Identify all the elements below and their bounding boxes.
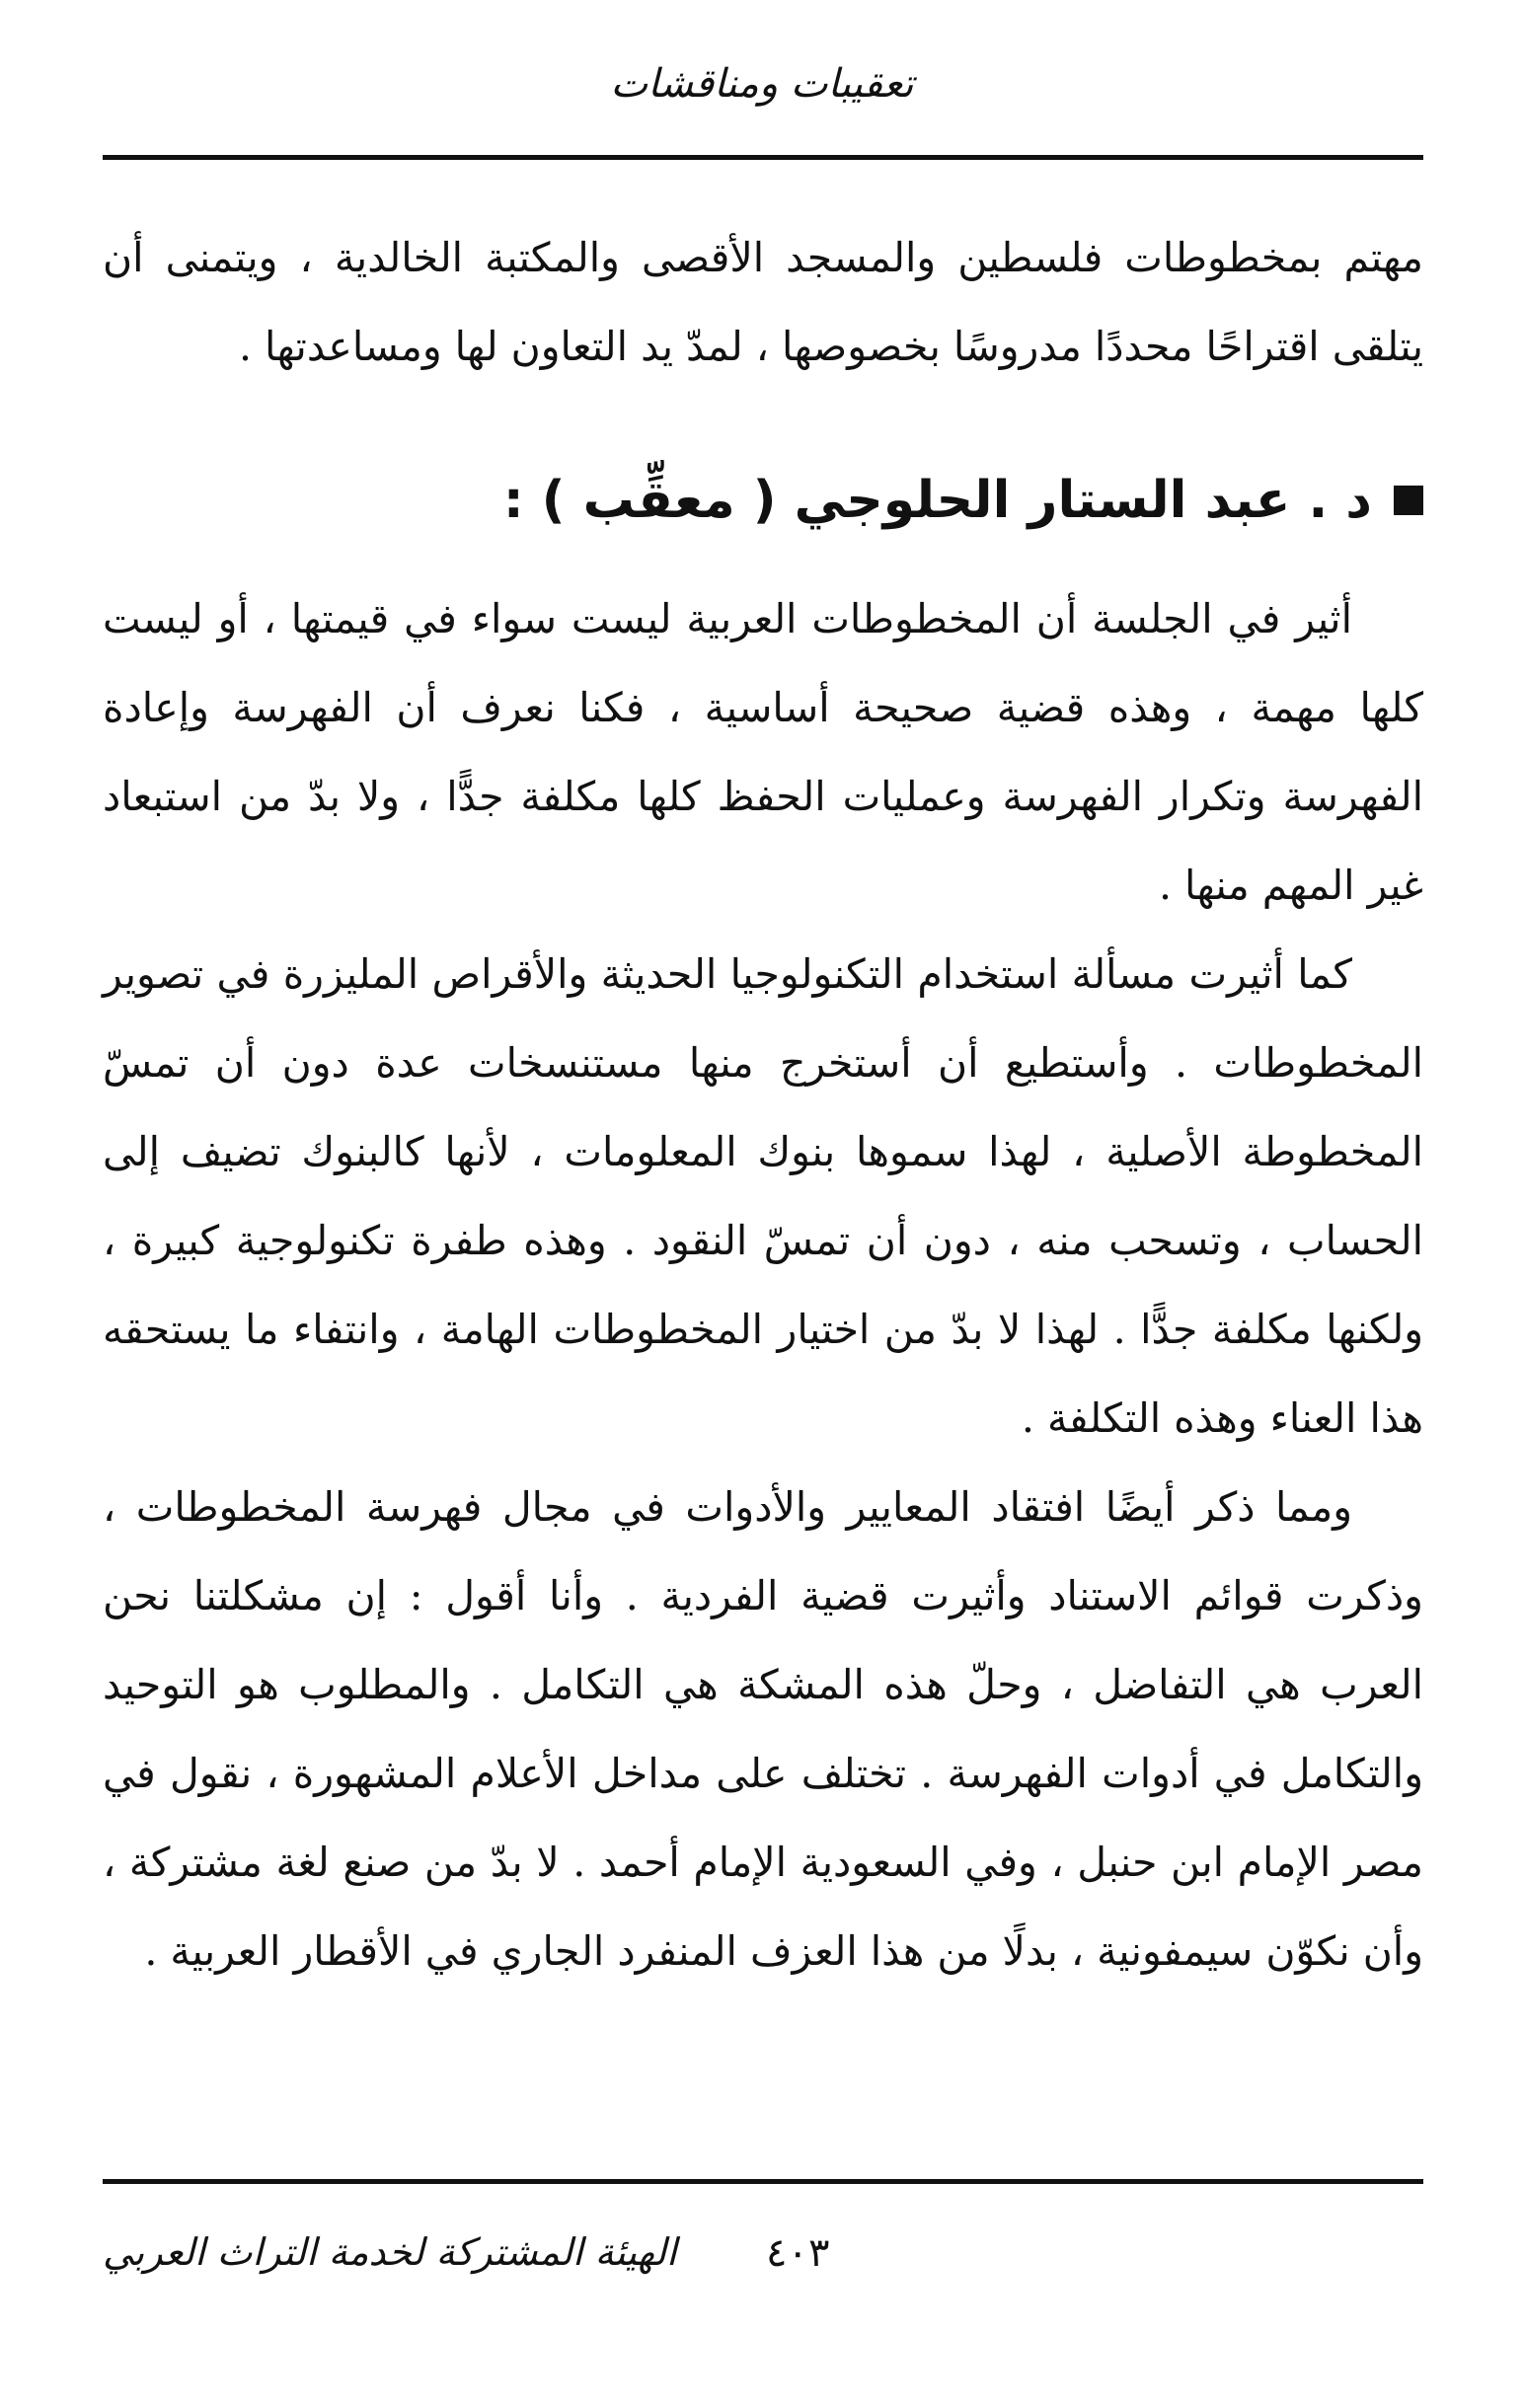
section-paragraph-1: أثير في الجلسة أن المخطوطات العربية ليست سواء في قيمتها ، أو ليست كلها مهمة ، وهذه قضية صحيحة أساسية ، فكنا نعرف أن الفهرسة وإعادة الفهرسة وتكرار الفهرسة وعمليات الحفظ كلها مكلفة جدًّا ، ولا بدّ من استبعاد غير المهم منها .	[103, 595, 1423, 909]
page-number: ٤٠٣	[766, 2230, 830, 2276]
footer-publisher: الهيئة المشتركة لخدمة التراث العربي	[103, 2230, 677, 2274]
heading-bullet-square-icon	[1394, 486, 1423, 515]
section-body	[103, 574, 1423, 1995]
page-footer	[103, 2230, 1423, 2290]
section-paragraph-3: ومما ذكر أيضًا افتقاد المعايير والأدوات في مجال فهرسة المخطوطات ، وذكرت قوائم الاستناد وأثيرت قضية الفردية . وأنا أقول : إن مشكلتنا نحن العرب هي التفاضل ، وحلّ هذه المشكة هي التكامل . والمطلوب هو التوحيد والتكامل في أدوات الفهرسة . تختلف على مداخل الأعلام المشهورة ، نقول في مصر الإمام ابن حنبل ، وفي السعودية الإمام أحمد . لا بدّ من صنع لغة مشتركة ، وأن نكوّن سيمفونية ، بدلًا من هذا العزف المنفرد الجاري في الأقطار العربية .	[103, 1483, 1423, 1975]
section-heading-text: د . عبد الستار الحلوجي ( معقِّب ) :	[502, 471, 1372, 530]
intro-paragraph: مهتم بمخطوطات فلسطين والمسجد الأقصى والمكتبة الخالدية ، ويتمنى أن يتلقى اقتراحًا محددًا مدروسًا بخصوصها ، لمدّ يد التعاون لها ومساعدتها .	[103, 234, 1423, 370]
running-header: تعقيبات ومناقشات	[610, 61, 914, 107]
section-heading	[503, 466, 1423, 535]
intro-text-block	[103, 213, 1423, 391]
header-rule	[103, 155, 1423, 160]
section-paragraph-2: كما أثيرت مسألة استخدام التكنولوجيا الحديثة والأقراص المليزرة في تصوير المخطوطات . وأستطيع أن أستخرج منها مستنسخات عدة دون أن تمسّ المخطوطة الأصلية ، لهذا سموها بنوك المعلومات ، لأنها كالبنوك تضيف إلى الحساب ، وتسحب منه ، دون أن تمسّ النقود . وهذه طفرة تكنولوجية كبيرة ، ولكنها مكلفة جدًّا . لهذا لا بدّ من اختيار المخطوطات الهامة ، وانتفاء ما يستحقه هذا العناء وهذه التكلفة .	[103, 950, 1423, 1442]
footer-rule	[103, 2179, 1423, 2184]
